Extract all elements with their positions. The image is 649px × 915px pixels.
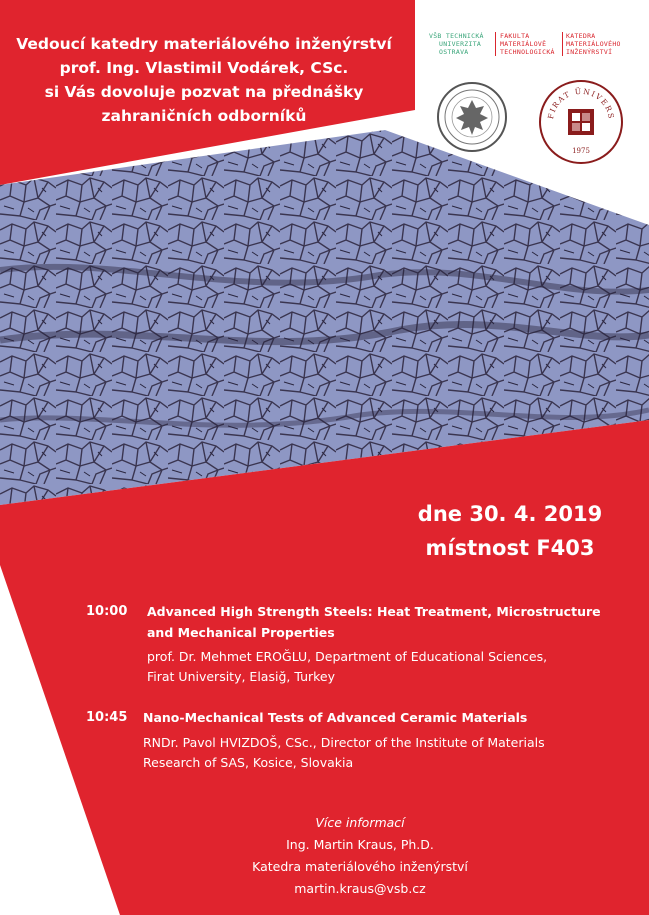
talk-speaker-line: Research of SAS, Kosice, Slovakia	[143, 755, 354, 770]
department-logo	[566, 32, 621, 56]
talk-speaker	[147, 647, 617, 687]
talk-speaker-line: RNDr. Pavol HVIZDOŠ, CSc., Director of the Institute of Materials	[143, 735, 545, 750]
department-logo-line: KATEDRA	[566, 32, 596, 40]
faculty-logo-line: TECHNOLOGICKÁ	[500, 48, 555, 56]
event-room: místnost F403	[425, 536, 595, 560]
talk-title	[143, 707, 613, 728]
talk-title	[147, 601, 617, 643]
talk-title-line: and Mechanical Properties	[147, 625, 335, 640]
university-seal-logo	[437, 82, 507, 152]
faculty-logo-line: FAKULTA	[500, 32, 530, 40]
talk-time: 10:00	[86, 604, 128, 619]
header-line: zahraničních odborníků	[101, 107, 307, 125]
logo-divider	[562, 32, 563, 56]
logo-divider	[495, 32, 496, 56]
contact-email-link[interactable]: martin.kraus@vsb.cz	[294, 881, 426, 896]
department-logo-line: INŽENÝRSTVÍ	[566, 48, 613, 56]
seal-name-text: FIRAT ÜNIVERS	[546, 86, 617, 121]
talk-title-line: Advanced High Strength Steels: Heat Treatment, Microstructure	[147, 604, 601, 619]
vsb-logo-line: OSTRAVA	[439, 48, 469, 56]
event-date: dne 30. 4. 2019	[417, 502, 603, 526]
vsb-logo	[429, 32, 484, 56]
event-details	[400, 497, 620, 565]
firat-seal-icon	[541, 82, 621, 162]
vsb-logo-line: UNIVERZITA	[439, 40, 482, 48]
vsb-logo-line: VŠB TECHNICKÁ	[429, 32, 484, 40]
faculty-logo-line: MATERIÁLOVĚ	[500, 40, 547, 48]
talk-speaker	[143, 733, 623, 773]
invitation-header	[14, 32, 394, 128]
talk-time: 10:45	[86, 710, 128, 725]
firat-university-seal-logo	[539, 80, 623, 164]
talk-title-line: Nano-Mechanical Tests of Advanced Ceramic Materials	[143, 710, 528, 725]
contact-department: Katedra materiálového inženýrství	[252, 859, 468, 874]
header-line: si Vás dovoluje pozvat na přednášky	[44, 83, 364, 101]
contact-info	[160, 812, 560, 900]
seal-year-text: 1975	[572, 147, 590, 155]
seal-emblem-icon	[439, 84, 505, 150]
talk-speaker-line: Firat University, Elasiğ, Turkey	[147, 669, 336, 684]
logo-strip	[425, 32, 645, 62]
header-line: prof. Ing. Vlastimil Vodárek, CSc.	[59, 59, 349, 77]
header-line: Vedoucí katedry materiálového inženýrství	[16, 35, 392, 53]
department-logo-line: MATERIÁLOVÉHO	[566, 40, 621, 48]
faculty-logo	[500, 32, 555, 56]
contact-name: Ing. Martin Kraus, Ph.D.	[286, 837, 434, 852]
talk-speaker-line: prof. Dr. Mehmet EROĞLU, Department of Educational Sciences,	[147, 649, 548, 664]
contact-label: Více informací	[315, 815, 405, 830]
